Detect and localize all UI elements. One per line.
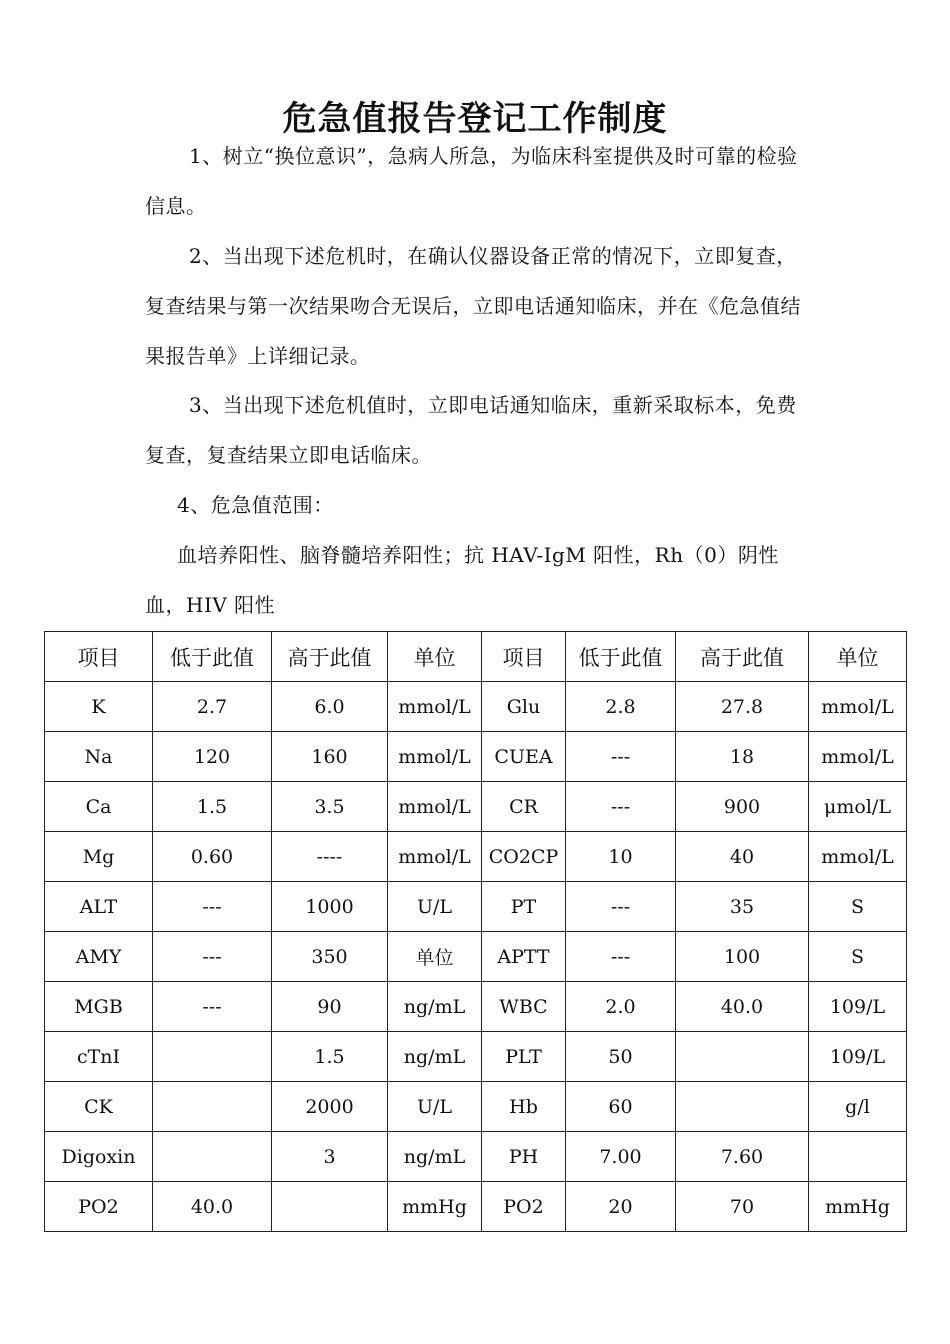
table-cell: 10	[566, 832, 676, 882]
table-cell: U/L	[388, 1082, 482, 1132]
paragraph-3	[145, 380, 815, 480]
header-cell: 项目	[482, 632, 566, 682]
table-row	[45, 832, 907, 882]
table-cell: 40.0	[676, 982, 809, 1032]
table-cell	[809, 1132, 907, 1182]
table-cell: cTnI	[45, 1032, 153, 1082]
table-cell: APTT	[482, 932, 566, 982]
table-cell: PH	[482, 1132, 566, 1182]
table-cell: 18	[676, 732, 809, 782]
table-cell: 6.0	[272, 682, 388, 732]
table-row	[45, 882, 907, 932]
table-cell	[153, 1132, 272, 1182]
table-cell: ng/mL	[388, 1132, 482, 1182]
table-cell: Digoxin	[45, 1132, 153, 1182]
table-cell: 7.00	[566, 1132, 676, 1182]
table-cell: mmHg	[388, 1182, 482, 1232]
table-cell: CUEA	[482, 732, 566, 782]
table-cell: U/L	[388, 882, 482, 932]
paragraph-5	[145, 530, 815, 630]
table-cell: mmol/L	[388, 732, 482, 782]
table-cell: K	[45, 682, 153, 732]
table-row	[45, 732, 907, 782]
paragraph-1	[145, 131, 815, 231]
table-row	[45, 782, 907, 832]
table-cell: 27.8	[676, 682, 809, 732]
table-cell: 3.5	[272, 782, 388, 832]
table-cell: 109/L	[809, 982, 907, 1032]
table-cell: PO2	[45, 1182, 153, 1232]
header-cell: 高于此值	[272, 632, 388, 682]
table-cell: CO2CP	[482, 832, 566, 882]
table-body	[45, 682, 907, 1232]
table-cell: ---	[566, 782, 676, 832]
table-row	[45, 682, 907, 732]
table-cell: mmol/L	[388, 782, 482, 832]
table-cell: 2.0	[566, 982, 676, 1032]
table-cell	[153, 1082, 272, 1132]
table-header	[45, 632, 907, 682]
table-row	[45, 1082, 907, 1132]
table-cell: PT	[482, 882, 566, 932]
table-cell: MGB	[45, 982, 153, 1032]
table-cell: ---	[153, 882, 272, 932]
table-cell: 35	[676, 882, 809, 932]
table-cell: ALT	[45, 882, 153, 932]
paragraph-5-text: 血培养阳性、脑脊髓培养阳性；抗 HAV-IgM 阳性，Rh（0）阴性血，HIV 阳性	[145, 543, 779, 617]
table-cell: ---	[566, 932, 676, 982]
table-cell: 120	[153, 732, 272, 782]
table-cell: ---	[153, 982, 272, 1032]
table-cell: Mg	[45, 832, 153, 882]
header-cell: 高于此值	[676, 632, 809, 682]
table-cell: 50	[566, 1032, 676, 1082]
table-cell: mmol/L	[809, 682, 907, 732]
header-cell: 低于此值	[566, 632, 676, 682]
table-cell: 2000	[272, 1082, 388, 1132]
table-cell: CR	[482, 782, 566, 832]
table-cell: S	[809, 932, 907, 982]
table-cell: 109/L	[809, 1032, 907, 1082]
table-cell: 3	[272, 1132, 388, 1182]
table-cell: WBC	[482, 982, 566, 1032]
table-cell: 单位	[388, 932, 482, 982]
table-cell: 7.60	[676, 1132, 809, 1182]
table-cell: mmol/L	[809, 732, 907, 782]
paragraph-4-text: 4、危急值范围：	[177, 493, 334, 517]
paragraph-4	[145, 480, 815, 530]
table-cell: 160	[272, 732, 388, 782]
table-cell: mmol/L	[388, 832, 482, 882]
table-cell: Na	[45, 732, 153, 782]
table-cell: AMY	[45, 932, 153, 982]
table-cell: mmol/L	[388, 682, 482, 732]
table-row	[45, 1132, 907, 1182]
paragraph-2-text: 2、当出现下述危机时，在确认仪器设备正常的情况下，立即复查，复查结果与第一次结果吻合无误后，立即电话通知临床，并在《危急值结果报告单》上详细记录。	[145, 244, 801, 368]
table-row	[45, 1032, 907, 1082]
table-cell: ---	[566, 882, 676, 932]
table-cell: S	[809, 882, 907, 932]
table-cell	[676, 1082, 809, 1132]
paragraph-2	[145, 231, 815, 381]
document-title: 危急值报告登记工作制度	[282, 98, 668, 139]
table-cell: ng/mL	[388, 982, 482, 1032]
table-cell: 2.7	[153, 682, 272, 732]
table-cell: 90	[272, 982, 388, 1032]
header-cell: 低于此值	[153, 632, 272, 682]
table-cell: 0.60	[153, 832, 272, 882]
table-cell: μmol/L	[809, 782, 907, 832]
table-cell: ---	[566, 732, 676, 782]
table-cell: Ca	[45, 782, 153, 832]
table-cell	[153, 1032, 272, 1082]
table-cell: mmol/L	[809, 832, 907, 882]
table-row	[45, 932, 907, 982]
table-cell: 70	[676, 1182, 809, 1232]
table-cell: 40	[676, 832, 809, 882]
table-cell: mmHg	[809, 1182, 907, 1232]
table-cell: 1.5	[272, 1032, 388, 1082]
table-cell	[676, 1032, 809, 1082]
header-cell: 单位	[809, 632, 907, 682]
table-cell: 40.0	[153, 1182, 272, 1232]
table-row	[45, 982, 907, 1032]
table-cell: ---	[153, 932, 272, 982]
table-cell: 20	[566, 1182, 676, 1232]
table-cell: PO2	[482, 1182, 566, 1232]
table-row	[45, 1182, 907, 1232]
header-row	[45, 632, 907, 682]
table-cell: 2.8	[566, 682, 676, 732]
table-cell	[272, 1182, 388, 1232]
paragraph-1-text: 1、树立“换位意识”，急病人所急，为临床科室提供及时可靠的检验信息。	[145, 144, 798, 218]
table-cell: 1.5	[153, 782, 272, 832]
table-cell: 350	[272, 932, 388, 982]
table-cell: PLT	[482, 1032, 566, 1082]
table-cell: CK	[45, 1082, 153, 1132]
table-cell: 1000	[272, 882, 388, 932]
table-cell: 100	[676, 932, 809, 982]
table-cell: g/l	[809, 1082, 907, 1132]
table-cell: 60	[566, 1082, 676, 1132]
table-cell: ng/mL	[388, 1032, 482, 1082]
table-cell: Glu	[482, 682, 566, 732]
table-cell: ----	[272, 832, 388, 882]
header-cell: 项目	[45, 632, 153, 682]
table-cell: Hb	[482, 1082, 566, 1132]
critical-value-table	[44, 631, 907, 1232]
header-cell: 单位	[388, 632, 482, 682]
table-cell: 900	[676, 782, 809, 832]
paragraph-3-text: 3、当出现下述危机值时，立即电话通知临床，重新采取标本，免费复查，复查结果立即电话临床。	[145, 393, 797, 467]
